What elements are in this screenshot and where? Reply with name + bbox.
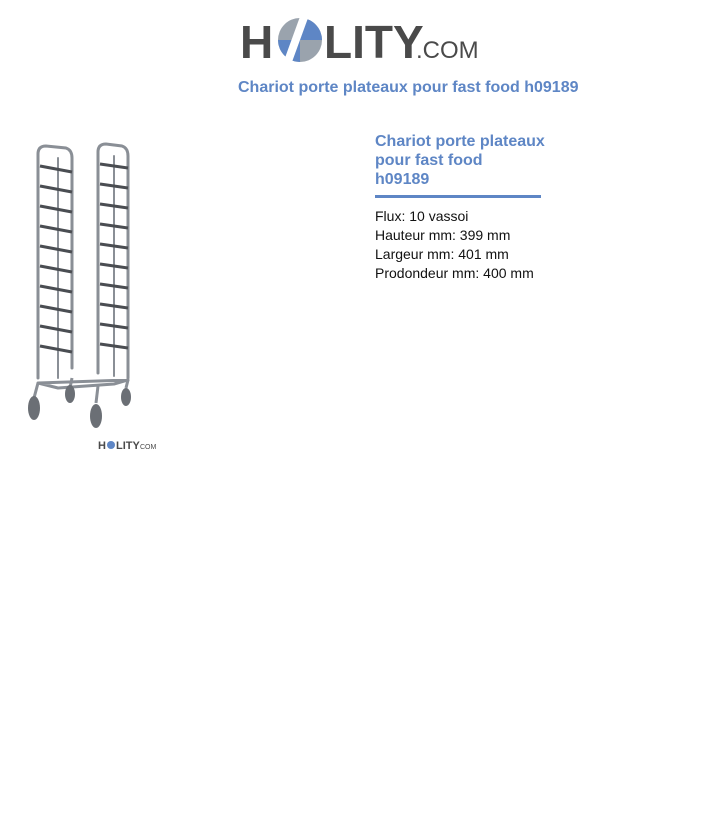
svg-text:H: H: [98, 440, 106, 452]
product-title-line: Chariot porte plateaux: [375, 133, 545, 150]
logo-domain-suffix: .COM: [416, 37, 479, 64]
spec-width: Largeur mm: 401 mm: [375, 246, 509, 262]
product-info: [375, 132, 575, 283]
spec-depth: Prodondeur mm: 400 mm: [375, 265, 534, 281]
logo-letter-h: H: [240, 16, 274, 68]
holity-logo[interactable]: [240, 12, 490, 68]
logo-o-emblem-icon: [278, 12, 322, 65]
image-watermark-logo: [98, 440, 157, 452]
product-title-line: h09189: [375, 171, 430, 188]
spec-list: [375, 207, 575, 283]
spec-height: Hauteur mm: 399 mm: [375, 227, 511, 243]
product-image: [18, 138, 168, 458]
svg-text:COM: COM: [140, 444, 157, 451]
title-divider: [375, 195, 541, 198]
page-title: Chariot porte plateaux pour fast food h09189: [238, 79, 579, 96]
logo-wordmark: LITY: [324, 16, 424, 68]
product-title: [375, 132, 550, 189]
svg-text:LITY: LITY: [116, 440, 140, 452]
spec-trays: Flux: 10 vassoi: [375, 208, 469, 224]
product-title-line: pour fast food: [375, 152, 483, 169]
